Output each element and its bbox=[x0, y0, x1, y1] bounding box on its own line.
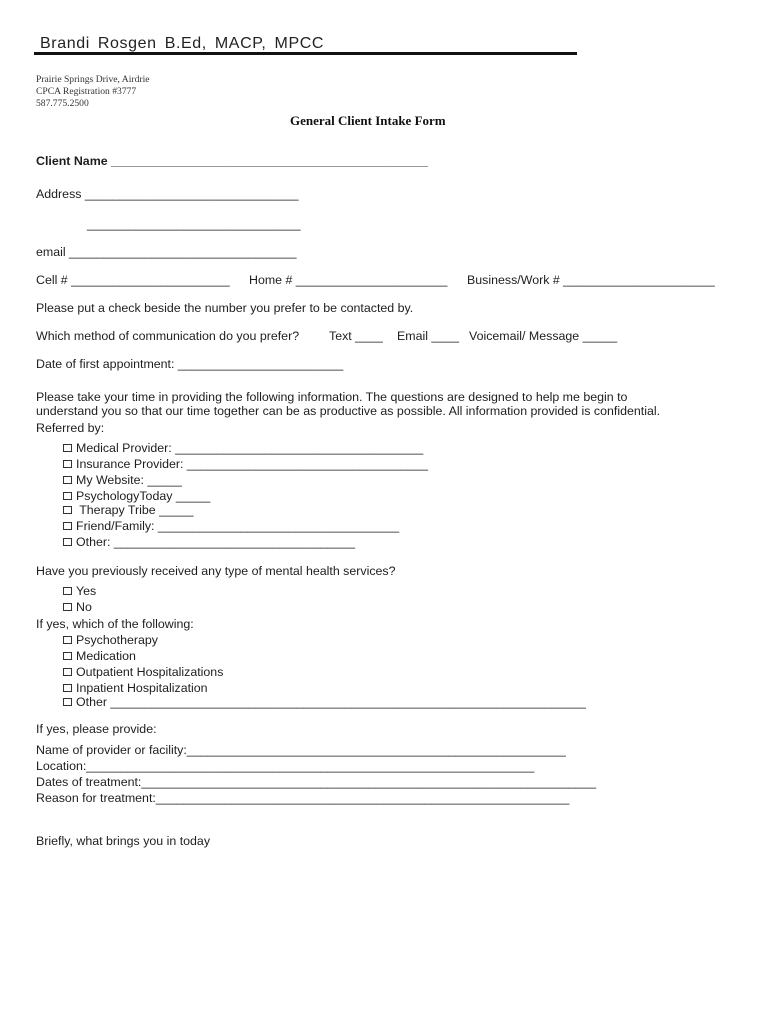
option-label: Psychotherapy bbox=[76, 633, 158, 647]
practice-address: Prairie Springs Drive, Airdrie bbox=[36, 74, 150, 85]
client-name-field[interactable]: Client Name ______________________________________________ bbox=[36, 154, 429, 168]
communication-question: Which method of communication do you prefer? bbox=[36, 329, 300, 343]
practitioner-name: Brandi Rosgen B.Ed, MACP, MPCC bbox=[40, 35, 325, 52]
previous-services-question: Have you previously received any type of mental health services? bbox=[36, 564, 396, 578]
header-rule bbox=[34, 52, 577, 55]
option-label: No bbox=[76, 600, 92, 614]
option-label: Other: ___________________________________ bbox=[76, 535, 356, 549]
reason-for-treatment-field[interactable]: Reason for treatment:____________________________________________________________ bbox=[36, 791, 570, 805]
business-field[interactable]: Business/Work # ______________________ bbox=[467, 273, 715, 287]
previous-services-yes[interactable] bbox=[63, 584, 96, 598]
brings-you-in-question: Briefly, what brings you in today bbox=[36, 834, 211, 848]
method-email-field[interactable]: Email ____ bbox=[397, 329, 459, 343]
option-label: Therapy Tribe _____ bbox=[76, 503, 194, 517]
service-option-psychotherapy[interactable] bbox=[63, 633, 158, 647]
option-label: PsychologyToday _____ bbox=[76, 489, 211, 503]
location-field[interactable]: Location:_________________________________________________________________ bbox=[36, 759, 535, 773]
address-field[interactable]: Address _______________________________ bbox=[36, 187, 299, 201]
intro-paragraph-line-2: understand you so that our time together can be as productive as possible. All information provided is confidential. bbox=[36, 404, 661, 418]
checkbox-icon[interactable] bbox=[63, 652, 72, 660]
option-label: Yes bbox=[76, 584, 97, 598]
provide-details-label: If yes, please provide: bbox=[36, 722, 157, 736]
dates-of-treatment-field[interactable]: Dates of treatment:__________________________________________________________________ bbox=[36, 775, 597, 789]
checkbox-icon[interactable] bbox=[63, 460, 72, 468]
service-option-inpatient[interactable] bbox=[63, 681, 208, 695]
option-label: Other _____________________________________________________________________ bbox=[76, 695, 586, 709]
intro-paragraph-line-1: Please take your time in providing the following information. The questions are designed to help me begin to bbox=[36, 390, 628, 404]
form-title: General Client Intake Form bbox=[290, 113, 446, 128]
option-label: My Website: _____ bbox=[76, 473, 182, 487]
service-option-medication[interactable] bbox=[63, 649, 136, 663]
referral-option-medical[interactable] bbox=[63, 441, 423, 455]
option-label: Medication bbox=[76, 649, 136, 663]
method-voicemail-field[interactable]: Voicemail/ Message _____ bbox=[469, 329, 618, 343]
referral-option-friend-family[interactable] bbox=[63, 519, 399, 533]
method-text-field[interactable]: Text ____ bbox=[329, 329, 383, 343]
registration-number: CPCA Registration #3777 bbox=[36, 86, 137, 97]
option-label: Medical Provider: ____________________________________ bbox=[76, 441, 424, 455]
referral-option-therapy-tribe[interactable] bbox=[63, 503, 194, 517]
referred-by-label: Referred by: bbox=[36, 421, 105, 435]
first-appointment-field[interactable]: Date of first appointment: ________________________ bbox=[36, 357, 344, 371]
checkbox-icon[interactable] bbox=[63, 444, 72, 452]
referral-option-website[interactable] bbox=[63, 473, 182, 487]
checkbox-icon[interactable] bbox=[63, 684, 72, 692]
checkbox-icon[interactable] bbox=[63, 698, 72, 706]
option-label: Outpatient Hospitalizations bbox=[76, 665, 224, 679]
service-option-other[interactable] bbox=[63, 695, 586, 709]
option-label: Friend/Family: ___________________________________ bbox=[76, 519, 400, 533]
referral-option-insurance[interactable] bbox=[63, 457, 428, 471]
referral-option-psychologytoday[interactable] bbox=[63, 489, 210, 503]
practice-phone: 587.775.2500 bbox=[36, 98, 89, 109]
checkbox-icon[interactable] bbox=[63, 506, 72, 514]
checkbox-icon[interactable] bbox=[63, 492, 72, 500]
which-services-question: If yes, which of the following: bbox=[36, 617, 194, 631]
checkbox-icon[interactable] bbox=[63, 603, 72, 611]
checkbox-icon[interactable] bbox=[63, 587, 72, 595]
option-label: Inpatient Hospitalization bbox=[76, 681, 208, 695]
checkbox-icon[interactable] bbox=[63, 476, 72, 484]
email-field[interactable]: email _________________________________ bbox=[36, 245, 297, 259]
checkbox-icon[interactable] bbox=[63, 538, 72, 546]
cell-field[interactable]: Cell # _______________________ bbox=[36, 273, 230, 287]
checkbox-icon[interactable] bbox=[63, 522, 72, 530]
option-label: Insurance Provider: ___________________________________ bbox=[76, 457, 429, 471]
previous-services-no[interactable] bbox=[63, 600, 92, 614]
service-option-outpatient[interactable] bbox=[63, 665, 223, 679]
checkbox-icon[interactable] bbox=[63, 668, 72, 676]
checkbox-icon[interactable] bbox=[63, 636, 72, 644]
provider-name-field[interactable]: Name of provider or facility:_______________________________________________________ bbox=[36, 743, 566, 757]
check-instruction: Please put a check beside the number you prefer to be contacted by. bbox=[36, 301, 414, 315]
home-field[interactable]: Home # ______________________ bbox=[249, 273, 448, 287]
address-field-line-2[interactable]: _______________________________ bbox=[87, 217, 301, 231]
referral-option-other[interactable] bbox=[63, 535, 355, 549]
